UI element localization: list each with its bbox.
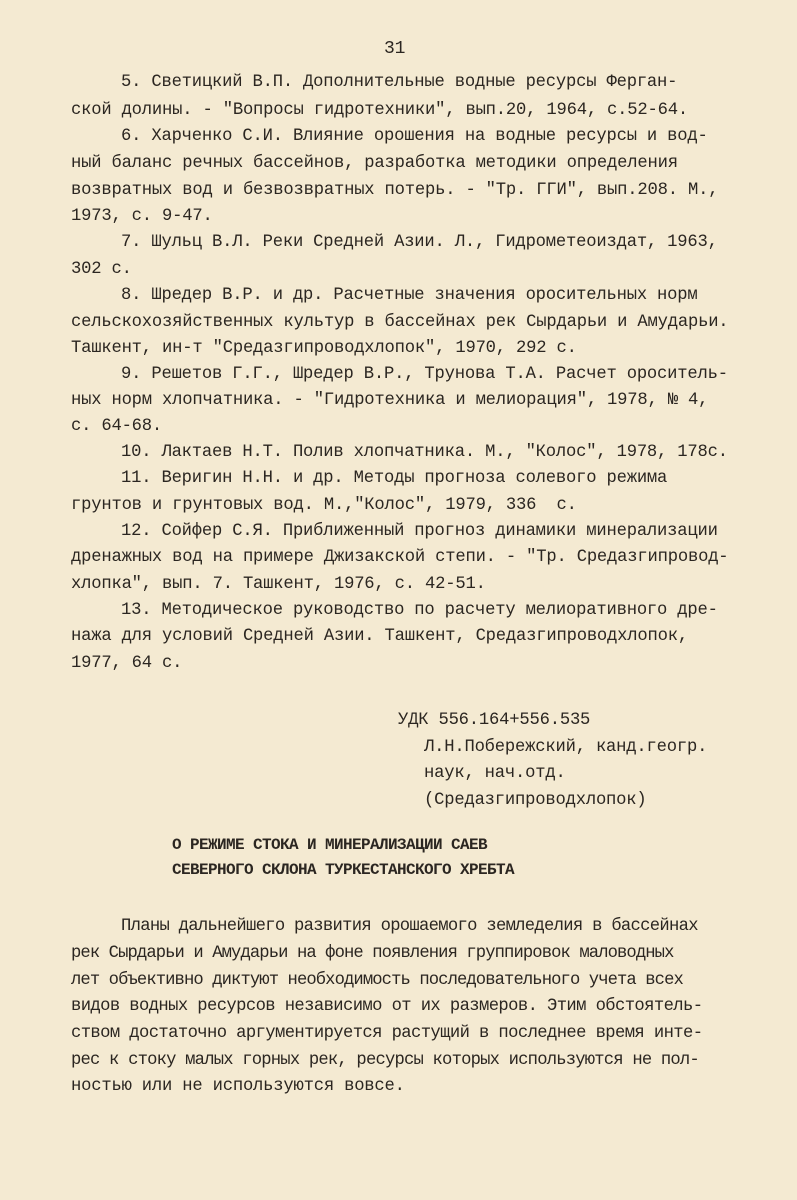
article-title-line-2: СЕВЕРНОГО СКЛОНА ТУРКЕСТАНСКОГО ХРЕБТА xyxy=(172,861,515,879)
article-title-line-1: О РЕЖИМЕ СТОКА И МИНЕРАЛИЗАЦИИ САЕВ xyxy=(172,836,488,854)
reference-7-line-1: 7. Шульц В.Л. Реки Средней Азии. Л., Гидрометеоиздат, 1963, xyxy=(121,233,718,252)
body-line-7: ностью или не используются вовсе. xyxy=(71,1077,405,1096)
author-line-3: (Средазгипроводхлопок) xyxy=(424,791,647,810)
author-line-1: Л.Н.Побережский, канд.геогр. xyxy=(424,738,708,757)
body-line-1: Планы дальнейшего развития орошаемого земледелия в бассейнах xyxy=(121,917,698,936)
reference-11-line-2: грунтов и грунтовых вод. М.,"Колос", 1979, 336 с. xyxy=(71,496,577,515)
reference-7-line-2: 302 с. xyxy=(71,260,132,279)
body-line-5: ством достаточно аргументируется растущий в последнее время инте- xyxy=(71,1024,703,1043)
reference-10-line-1: 10. Лактаев Н.Т. Полив хлопчатника. М., "Колос", 1978, 178с. xyxy=(121,443,728,462)
reference-12-line-1: 12. Сойфер С.Я. Приближенный прогноз динамики минерализации xyxy=(121,522,718,541)
reference-9-line-3: с. 64-68. xyxy=(71,417,163,436)
page-number: 31 xyxy=(384,39,406,59)
author-line-2: наук, нач.отд. xyxy=(424,764,566,783)
reference-6-line-2: ный баланс речных бассейнов, разработка методики определения xyxy=(71,154,678,173)
reference-6-line-1: 6. Харченко С.И. Влияние орошения на водные ресурсы и вод- xyxy=(121,127,708,146)
body-line-2: рек Сырдарьи и Амударьи на фоне появления группировок маловодных xyxy=(71,944,674,963)
reference-9-line-1: 9. Решетов Г.Г., Шредер В.Р., Трунова Т.А. Расчет ороситель- xyxy=(121,365,728,384)
reference-13-line-1: 13. Методическое руководство по расчету мелиоративного дре- xyxy=(121,601,718,620)
reference-9-line-2: ных норм хлопчатника. - "Гидротехника и мелиорация", 1978, № 4, xyxy=(71,391,709,410)
reference-12-line-2: дренажных вод на примере Джизакской степи. - "Тр. Средазгипровод- xyxy=(71,548,729,567)
reference-13-line-2: нажа для условий Средней Азии. Ташкент, Средазгипроводхлопок, xyxy=(71,627,688,646)
reference-13-line-3: 1977, 64 с. xyxy=(71,654,183,673)
reference-8-line-3: Ташкент, ин-т "Средазгипроводхлопок", 1970, 292 с. xyxy=(71,339,577,358)
reference-6-line-3: возвратных вод и безвозвратных потерь. - "Тр. ГГИ", вып.208. М., xyxy=(71,181,719,200)
reference-8-line-1: 8. Шредер В.Р. и др. Расчетные значения оросительных норм xyxy=(121,286,698,305)
reference-8-line-2: сельскохозяйственных культур в бассейнах рек Сырдарьи и Амударьи. xyxy=(71,313,729,332)
body-line-4: видов водных ресурсов независимо от их размеров. Этим обстоятель- xyxy=(71,997,703,1016)
body-line-6: рес к стоку малых горных рек, ресурсы которых используются не пол- xyxy=(71,1051,699,1070)
body-line-3: лет объективно диктуют необходимость последовательного учета всех xyxy=(71,971,683,990)
reference-12-line-3: хлопка", вып. 7. Ташкент, 1976, с. 42-51. xyxy=(71,575,486,594)
reference-11-line-1: 11. Веригин Н.Н. и др. Методы прогноза солевого режима xyxy=(121,469,668,488)
reference-6-line-4: 1973, с. 9-47. xyxy=(71,207,213,226)
reference-5-line-1: 5. Светицкий В.П. Дополнительные водные ресурсы Ферган- xyxy=(121,73,678,92)
udc-code: УДК 556.164+556.535 xyxy=(398,711,591,730)
reference-5-line-2: ской долины. - "Вопросы гидротехники", вып.20, 1964, с.52-64. xyxy=(71,101,688,120)
